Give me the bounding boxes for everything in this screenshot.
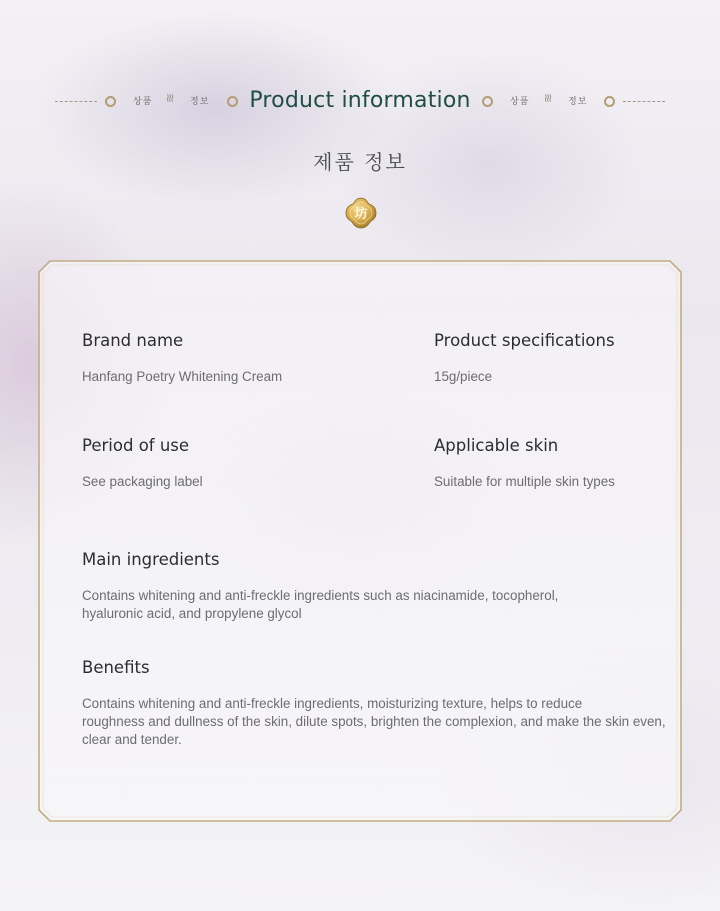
benefits-line-2: roughness and dullness of the skin, dilute spots, brighten the complexion, and make the skin even, (82, 714, 666, 729)
right-dashed-line (623, 101, 665, 102)
benefits-label: Benefits (82, 658, 150, 677)
benefits-line-1: Contains whitening and anti-freckle ingredients, moisturizing texture, helps to reduce (82, 696, 583, 711)
page-title: Product information (249, 88, 471, 113)
right-inner-ring-icon (482, 96, 493, 107)
applicable-skin-value: Suitable for multiple skin types (434, 474, 615, 489)
brand-name-label: Brand name (82, 331, 184, 350)
product-info-card (36, 258, 684, 824)
left-wave-icon: ≋ (163, 92, 178, 104)
period-of-use-label: Period of use (82, 436, 190, 455)
left-label-info: 정보 (190, 97, 210, 107)
brand-name-value: Hanfang Poetry Whitening Cream (82, 369, 283, 384)
right-outer-ring-icon (604, 96, 615, 107)
section-header (0, 82, 720, 126)
main-ingredients-line-2: hyaluronic acid, and propylene glycol (82, 606, 302, 621)
gold-seal-emblem-icon (344, 196, 378, 230)
period-of-use-value: See packaging label (82, 474, 203, 489)
emblem-glyph: 坊 (354, 207, 368, 222)
benefits-line-3: clear and tender. (82, 732, 182, 747)
right-label-info: 정보 (568, 97, 588, 107)
right-label-product: 상품 (510, 97, 530, 107)
applicable-skin-label: Applicable skin (434, 436, 559, 455)
main-ingredients-label: Main ingredients (82, 550, 220, 569)
main-ingredients-line-1: Contains whitening and anti-freckle ingredients such as niacinamide, tocopherol, (82, 588, 559, 603)
right-wave-icon: ≋ (541, 92, 556, 104)
korean-subtitle: 제품 정보 (313, 150, 407, 174)
specifications-value: 15g/piece (434, 369, 493, 384)
specifications-label: Product specifications (434, 331, 615, 350)
left-label-product: 상품 (133, 97, 153, 107)
